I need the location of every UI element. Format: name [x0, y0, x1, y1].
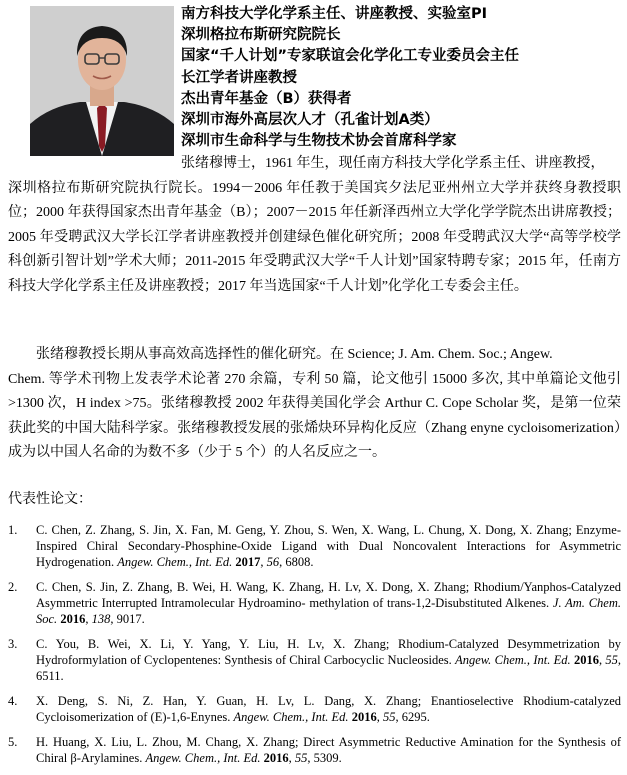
reference-pages: , 6808.	[279, 555, 314, 569]
reference-item: 2. C. Chen, S. Jin, Z. Zhang, B. Wei, H. Wang, K. Zhang, H. Lv, X. Dong, X. Zhang; Rhodium/Yanphos-Catalyzed Asymmetric Interrupted Intramolecular Hydroamino- methylation of trans-1,2-Disubstituted Alkenes. J. Am. Chem. Soc. 2016, 138, 9017.	[8, 580, 621, 626]
reference-item: 4. X. Deng, S. Ni, Z. Han, Y. Guan, H. Lv, L. Dang, X. Zhang; Enantioselective Rhodium-catalyzed Cycloisomerization of (E)-1,6-Enynes. Angew. Chem., Int. Ed. 2016, 55, 6295.	[8, 694, 621, 724]
reference-number: 4.	[8, 694, 18, 708]
reference-volume: 55	[382, 710, 396, 724]
representative-papers-heading: 代表性论文：	[8, 492, 92, 507]
reference-pages: , 6511.	[36, 653, 622, 683]
reference-journal: Angew. Chem., Int. Ed.	[117, 555, 233, 569]
reference-year: 2016	[60, 612, 86, 626]
reference-year: 2016	[351, 710, 377, 724]
reference-volume: 56	[266, 555, 280, 569]
research-lead: 张绪穆教授长期从事高效高选择性的催化研究。在 Science; J. Am. Chem. Soc.; Angew.	[36, 347, 553, 362]
reference-year: 2016	[573, 653, 599, 667]
reference-authors: C. You, B. Wei, X. Li, Y. Yang, Y. Liu, H. Lv, X. Zhang; Rhodium-Catalyzed Desymmetrization by Hydroformylation of Cyclopentenes: Synthesis of Chiral Carbocyclic Nucleosides.	[36, 637, 621, 667]
research-paragraph	[8, 343, 621, 466]
reference-pages: , 5309.	[307, 751, 342, 765]
reference-number: 5.	[8, 735, 18, 749]
reference-pages: , 6295.	[395, 710, 430, 724]
reference-number: 3.	[8, 637, 18, 651]
biography-text: 深圳格拉布斯研究院执行院长。1994－2006 年任教于美国宾夕法尼亚州州立大学并获终身教授职位；2000 年获得国家杰出青年基金（B）；2007－2015 年任新泽西州立大学化学学院杰出讲席教授；2005 年受聘武汉大学长江学者讲座教授并创建绿色催化研究所；2008 年受聘武汉大学“高等学校学科创新引智计划”学术大师；2011-2015 年受聘武汉大学“千人计划”国家特聘专家；2015 年，任南方科技大学化学系主任及讲座教授；2017 年当选国家“千人计划”化学化工专委会主任。	[8, 180, 621, 294]
reference-item: 1. C. Chen, Z. Zhang, S. Jin, X. Fan, M. Geng, Y. Zhou, S. Wen, X. Wang, L. Chung, X. Dong, X. Zhang; Enzyme-Inspired Chiral Secondary-Phosphine-Oxide Ligand with Dual Noncovalent Interactions for Asymmetric Hydrogenation. Angew. Chem., Int. Ed. 2017, 56, 6808.	[8, 523, 621, 569]
reference-item: 3. C. You, B. Wei, X. Li, Y. Yang, Y. Liu, H. Lv, X. Zhang; Rhodium-Catalyzed Desymmetrization by Hydroformylation of Cyclopentenes: Synthesis of Chiral Carbocyclic Nucleosides. Angew. Chem., Int. Ed. 2016, 55, 6511.	[8, 637, 622, 683]
reference-number: 2.	[8, 580, 18, 594]
reference-authors: H. Huang, X. Liu, L. Zhou, M. Chang, X. Zhang; Direct Asymmetric Reductive Amination for the Synthesis of Chiral β-Arylamines.	[36, 735, 621, 765]
biography-paragraph	[8, 152, 621, 300]
reference-pages: , 9017.	[110, 612, 145, 626]
title-line: 长江学者讲座教授	[181, 69, 297, 86]
title-line: 深圳市海外高层次人才（孔雀计划A类）	[181, 112, 439, 129]
reference-volume: 55	[294, 751, 308, 765]
reference-number: 1.	[8, 523, 18, 537]
title-block	[181, 4, 621, 152]
reference-authors: X. Deng, S. Ni, Z. Han, Y. Guan, H. Lv, L. Dang, X. Zhang; Enantioselective Rhodium-catalyzed Cycloisomerization of (E)-1,6-Enynes.	[36, 694, 621, 724]
title-line: 深圳市生命科学与生物技术协会首席科学家	[181, 133, 457, 150]
biography-lead: 张绪穆博士，1961 年生，现任南方科技大学化学系主任、讲座教授，	[181, 156, 605, 171]
reference-journal: Angew. Chem., Int. Ed.	[455, 653, 571, 667]
title-line: 南方科技大学化学系主任、讲座教授、实验室PI	[181, 6, 488, 22]
reference-item: 5. H. Huang, X. Liu, L. Zhou, M. Chang, X. Zhang; Direct Asymmetric Reductive Amination for the Synthesis of Chiral β-Arylamines. Angew. Chem., Int. Ed. 2016, 55, 5309.	[8, 735, 621, 765]
reference-list	[8, 522, 621, 775]
reference-journal: J. Am. Chem. Soc.	[36, 596, 621, 626]
reference-journal: Angew. Chem., Int. Ed.	[145, 751, 261, 765]
reference-journal: Angew. Chem., Int. Ed.	[233, 710, 349, 724]
reference-year: 2016	[263, 751, 289, 765]
reference-volume: 55	[605, 653, 618, 667]
research-text: Chem. 等学术刊物上发表学术论著 270 余篇，专利 50 篇，论文他引 15000 多次, 其中单篇论文他引>1300 次，H index >75。张绪穆教授 2002 年获得美国化学会 Arthur C. Cope Scholar 奖，是第一位荣获此奖的中国大陆科学家。张绪穆教授发展的张烯炔环异构化反应（Zhang enyne cycloisomerization）成为以中国人名命的为数不多（少于 5 个）的人名反应之一。	[8, 371, 621, 461]
reference-volume: 138	[91, 612, 111, 626]
title-line: 深圳格拉布斯研究院院长	[181, 27, 341, 44]
reference-authors: C. Chen, S. Jin, Z. Zhang, B. Wei, H. Wang, K. Zhang, H. Lv, X. Dong, X. Zhang; Rhodium/Yanphos-Catalyzed Asymmetric Interrupted Intramolecular Hydroamino- methylation of trans-1,2-Disubstituted Alkenes.	[36, 580, 621, 610]
reference-year: 2017	[235, 555, 261, 569]
title-line: 国家“千人计划”专家联谊会化学化工专业委员会主任	[181, 48, 520, 65]
portrait-photo	[30, 6, 174, 156]
reference-authors: C. Chen, Z. Zhang, S. Jin, X. Fan, M. Geng, Y. Zhou, S. Wen, X. Wang, L. Chung, X. Dong, X. Zhang; Enzyme-Inspired Chiral Secondary-Phosphine-Oxide Ligand with Dual Noncovalent Interactions for Asymmetric Hydrogenation.	[36, 523, 621, 569]
title-line: 杰出青年基金（B）获得者	[181, 90, 352, 107]
portrait-illustration	[30, 6, 174, 156]
